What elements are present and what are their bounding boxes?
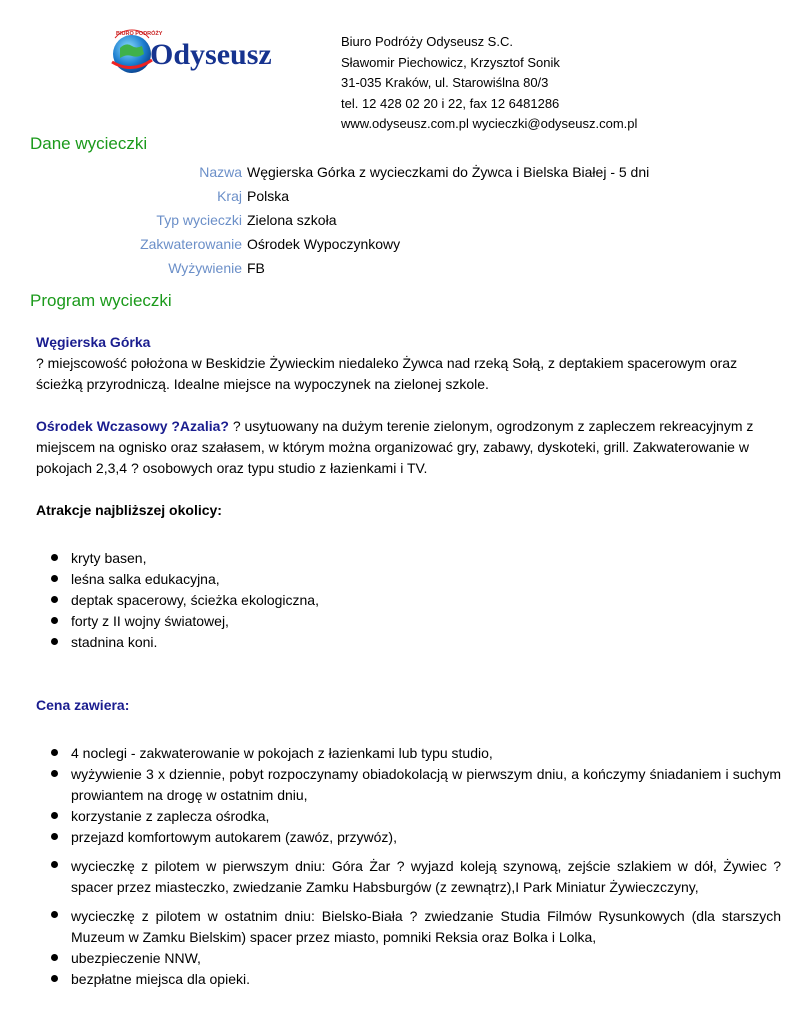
list-item: leśna salka edukacyjna, xyxy=(36,569,781,590)
detail-label: Typ wycieczki xyxy=(156,212,242,228)
program-title: Program wycieczki xyxy=(30,291,172,310)
attractions-heading: Atrakcje najbliższej okolicy: xyxy=(36,502,222,518)
svg-text:BIURO PODRÓŻY: BIURO PODRÓŻY xyxy=(116,31,163,37)
odyseusz-logo xyxy=(106,26,306,80)
company-owners: Sławomir Piechowicz, Krzysztof Sonik xyxy=(341,54,560,70)
attractions-list xyxy=(36,548,781,653)
list-item: 4 noclegi - zakwaterowanie w pokojach z łazienkami lub typu studio, xyxy=(36,743,781,764)
list-item: forty z II wojny światowej, xyxy=(36,611,781,632)
resort-paragraph xyxy=(36,416,781,479)
svg-text:Odyseusz: Odyseusz xyxy=(150,38,272,71)
list-item: kryty basen, xyxy=(36,548,781,569)
company-phone: tel. 12 428 02 20 i 22, fax 12 6481286 xyxy=(341,95,560,111)
price-list xyxy=(36,743,781,990)
detail-value: Ośrodek Wypoczynkowy xyxy=(247,236,401,252)
place-description: ? miejscowość położona w Beskidzie Żywieckim niedaleko Żywca nad rzeką Sołą, z deptakiem spacerowym oraz ścieżką przyrodniczą. Idealne miejsce na wypoczynek na zielonej szkole. xyxy=(36,355,738,392)
resort-heading: Ośrodek Wczasowy ?Azalia? xyxy=(36,418,229,434)
company-web-email[interactable]: www.odyseusz.com.pl wycieczki@odyseusz.com.pl xyxy=(341,116,638,131)
list-item: bezpłatne miejsca dla opieki. xyxy=(36,969,781,990)
list-item: wycieczkę z pilotem w ostatnim dniu: Bielsko-Biała ? zwiedzanie Studia Filmów Rysunkowych (dla starszych Muzeum w Zamku Bielskim) spacer przez miasto, pomniki Reksia oraz Bolka i Lolka, xyxy=(36,906,781,948)
resort-description: ? usytuowany na dużym terenie zielonym, ogrodzonym z zapleczem rekreacyjnym z miejscem na ognisko oraz szałasem, w którym można organizować gry, zabawy, dyskoteki, grill. Zakwaterowanie w pokojach 2,3,4 ? osobowych oraz typu studio z łazienkami i TV. xyxy=(36,418,754,476)
detail-value: Zielona szkoła xyxy=(247,212,337,228)
company-info xyxy=(341,32,637,135)
list-item: przejazd komfortowym autokarem (zawóz, przywóz), xyxy=(36,827,781,848)
list-item: wycieczkę z pilotem w pierwszym dniu: Góra Żar ? wyjazd koleją szynową, zejście szlakiem w dół, Żywiec ? spacer przez miasteczko, zwiedzanie Zamku Habsburgów (z zewnątrz),I Park Miniatur Żywieczczyny, xyxy=(36,856,781,898)
list-item: deptak spacerowy, ścieżka ekologiczna, xyxy=(36,590,781,611)
detail-label: Kraj xyxy=(217,188,242,204)
detail-label: Zakwaterowanie xyxy=(140,236,242,252)
company-name: Biuro Podróży Odyseusz S.C. xyxy=(341,34,513,49)
list-item: korzystanie z zaplecza ośrodka, xyxy=(36,806,781,827)
program-content xyxy=(36,332,781,990)
list-item: stadnina koni. xyxy=(36,632,781,653)
detail-value: Polska xyxy=(247,188,290,204)
trip-details-title: Dane wycieczki xyxy=(30,134,148,153)
detail-label: Wyżywienie xyxy=(168,260,242,276)
company-address: 31-035 Kraków, ul. Starowiślna 80/3 xyxy=(341,75,549,90)
detail-value: Węgierska Górka z wycieczkami do Żywca i Bielska Białej - 5 dni xyxy=(247,164,650,180)
detail-value: FB xyxy=(247,260,265,276)
detail-label: Nazwa xyxy=(199,164,242,180)
price-heading: Cena zawiera: xyxy=(36,697,130,713)
place-heading: Węgierska Górka xyxy=(36,334,151,350)
list-item: ubezpieczenie NNW, xyxy=(36,948,781,969)
list-item: wyżywienie 3 x dziennie, pobyt rozpoczynamy obiadokolacją w pierwszym dniu, a kończymy śniadaniem i suchym prowiantem na drogę w ostatnim dniu, xyxy=(36,764,781,806)
